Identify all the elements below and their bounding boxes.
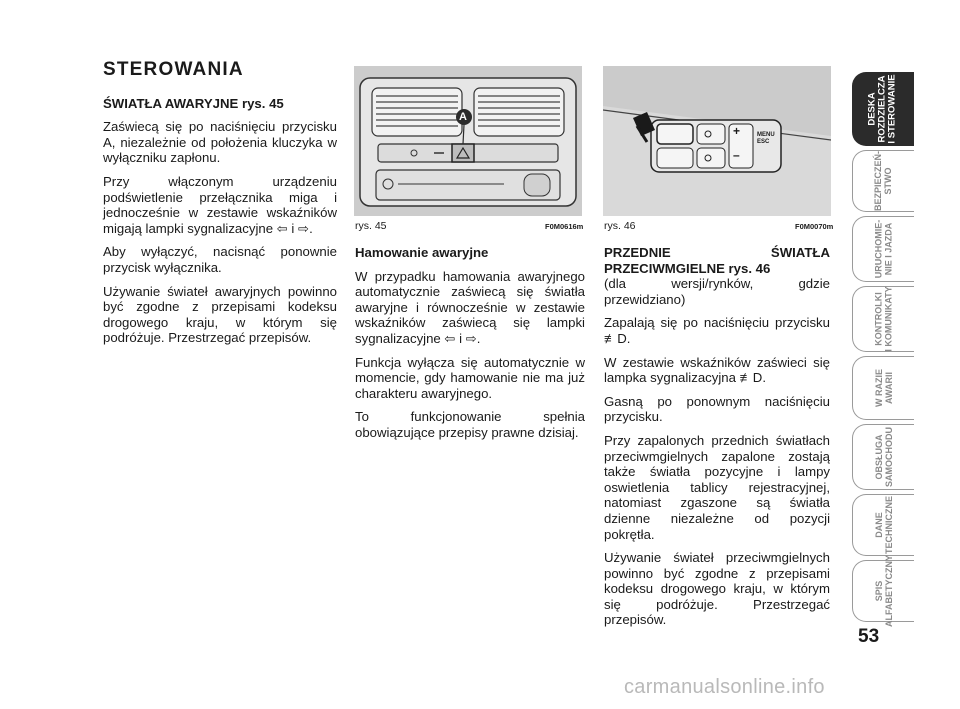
tab-starting-driving[interactable]: URUCHOMIE- NIE I JAZDA — [852, 216, 914, 282]
version-note: (dla wersji/rynków, gdzie przewidziano) — [604, 276, 830, 307]
minus-label: – — [733, 148, 740, 162]
watermark: carmanualsonline.info — [624, 676, 825, 698]
paragraph: Używanie świateł przeciwmgielnych powinno być zgodne z przepisami kodeksu drogowego kraju, w którym się podróżuje. Przestrzegać przepisów. — [604, 550, 830, 628]
emergency-braking-heading: Hamowanie awaryjne — [355, 245, 489, 260]
figure-45-caption: rys. 45 — [355, 220, 387, 232]
tab-car-maintenance[interactable]: OBSŁUGA SAMOCHODU — [852, 424, 914, 490]
paragraph: W przypadku hamowania awaryjnego automatycznie zaświecą się światła awaryjne i równocześnie w zestawie wskaźników zaświecą się lampki sygnalizacyjne ⇦ i ⇨. — [355, 268, 585, 346]
figure-46-code: F0M0070m — [795, 222, 834, 231]
paragraph: W zestawie wskaźników zaświeci się lampka sygnalizacyjna ≢D. — [604, 354, 830, 386]
callout-a: A — [459, 111, 467, 123]
paragraph: Używanie świateł awaryjnych powinno być zgodne z przepisami kodeksu drogowego kraju, w którym się podróżuje. Przestrzegać przepisów. — [103, 283, 337, 346]
right-column — [604, 0, 830, 636]
paragraph: To funkcjonowanie spełnia obowiązujące przepisy prawne dzisiaj. — [355, 409, 585, 440]
plus-label: + — [733, 124, 741, 138]
page-number: 53 — [858, 626, 880, 647]
menu-esc-label: MENU ESC — [757, 132, 775, 145]
paragraph: Przy włączonym urządzeniu podświetlenie przełącznika miga i jednocześnie w zestawie wskaźników migają lampki sygnalizacyjne ⇦ i ⇨. — [103, 173, 337, 236]
paragraph: Aby wyłączyć, nacisnąć ponownie przycisk wyłącznika. — [103, 244, 337, 275]
paragraph: Zapalają się po naciśnięciu przycisku ≢D. — [604, 315, 830, 346]
tab-technical-data[interactable]: DANE TECHNICZNE — [852, 494, 914, 556]
figure-45-code: F0M0616m — [545, 222, 584, 231]
middle-column — [355, 0, 585, 449]
tab-index[interactable]: SPIS ALFABETYCZNY — [852, 560, 914, 622]
tab-emergency[interactable]: W RAZIE AWARII — [852, 356, 914, 420]
paragraph: Zaświecą się po naciśnięciu przycisku A, niezależnie od położenia kluczyka w wyłączniku zapłonu. — [103, 119, 337, 166]
paragraph: Funkcja wyłącza się automatycznie w momencie, gdy hamowanie nie ma już charakteru awaryjnego. — [355, 354, 585, 401]
section-title: STEROWANIA — [103, 59, 244, 80]
tab-safety[interactable]: BEZPIECZEŃ- STWO — [852, 150, 914, 212]
hazard-lights-heading: ŚWIATŁA AWARYJNE rys. 45 — [103, 95, 284, 111]
tab-dashboard-controls[interactable]: DESKA ROZDZIELCZA I STEROWANIE — [852, 72, 914, 146]
figure-46-caption: rys. 46 — [604, 220, 636, 232]
fog-lights-heading: PRZEDNIE ŚWIATŁA PRZECIWMGIELNE rys. 46 — [604, 245, 830, 276]
tab-warning-lights[interactable]: KONTROLKI I KOMUNIKATY — [852, 286, 914, 352]
paragraph: Gasną po ponownym naciśnięciu przycisku. — [604, 393, 830, 425]
paragraph: Przy zapalonych przednich światłach przeciwmgielnych zapalone zostają także światła pozycyjne i lampy oswietlenia tablicy rejestracyjnej, natomiast zgaszone są światła dzienne niezależne od pozycji pokrętła. — [604, 432, 830, 542]
left-column — [103, 59, 337, 354]
